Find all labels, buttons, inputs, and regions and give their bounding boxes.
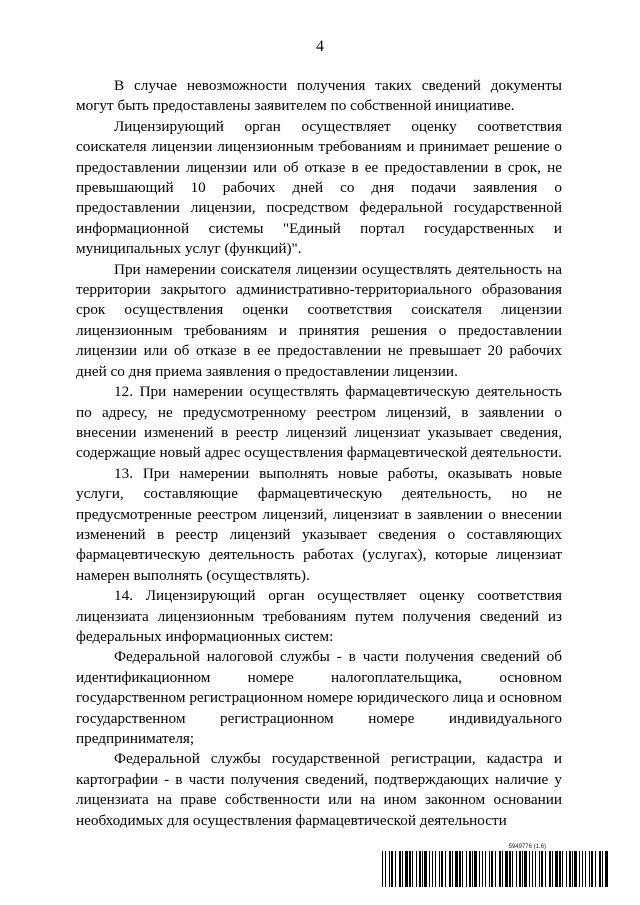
paragraph-item-13: 13. При намерении выполнять новые работы, оказывать новые услуги, составляющие фармацевтическую деятельность, но не предусмотренные реестром лицензий, лицензиат в заявлении о внесении изменений в реестр лицензий указывает сведения о составляющих фармацевтическую деятельность работах (услугах), которые лицензиат намерен выполнять (осуществлять). xyxy=(76,464,562,584)
paragraph: Федеральной службы государственной регистрации, кадастра и картографии - в части получения сведений, подтверждающих наличие у лицензиата на праве собственности или на ином законном основании необходимых для осуществления фармацевтической деятельности xyxy=(76,750,562,829)
barcode-icon xyxy=(382,851,608,887)
paragraph-item-12: 12. При намерении осуществлять фармацевтическую деятельность по адресу, не предусмотренному реестром лицензий, в заявлении о внесении изменений в реестр лицензий лицензиат указывает сведения, содержащие новый адрес осуществления фармацевтической деятельности. xyxy=(76,383,562,462)
page-number: 4 xyxy=(316,38,324,55)
paragraph: Федеральной налоговой службы - в части получения сведений об идентификационном номере налогоплательщика, основном государственном регистрационном номере юридического лица и основном государственном регистрационном номере индивидуального предпринимателя; xyxy=(76,648,562,747)
stamp-code: 5949776 (1.6) xyxy=(508,844,546,850)
document-body xyxy=(76,76,562,831)
paragraph: В случае невозможности получения таких сведений документы могут быть предоставлены заявителем по собственной инициативе. xyxy=(76,77,562,115)
paragraph: Лицензирующий орган осуществляет оценку соответствия соискателя лицензии лицензионным требованиям и принимает решение о предоставлении лицензии или об отказе в ее предоставлении в срок, не превышающий 10 рабочих дней со дня подачи заявления о предоставлении лицензии, посредством федеральной государственной информационной системы "Единый портал государственных и муниципальных услуг (функций)". xyxy=(76,117,562,258)
paragraph: При намерении соискателя лицензии осуществлять деятельность на территории закрытого административно-территориального образования срок осуществления оценки соответствия соискателя лицензии лицензионным требованиям и принятия решения о предоставлении лицензии или об отказе в ее предоставлении не превышает 20 рабочих дней со дня приема заявления о предоставлении лицензии. xyxy=(76,260,562,380)
paragraph-item-14: 14. Лицензирующий орган осуществляет оценку соответствия лицензиата лицензионным требованиям путем получения сведений из федеральных информационных систем: xyxy=(76,587,562,645)
document-stamp xyxy=(382,844,608,887)
